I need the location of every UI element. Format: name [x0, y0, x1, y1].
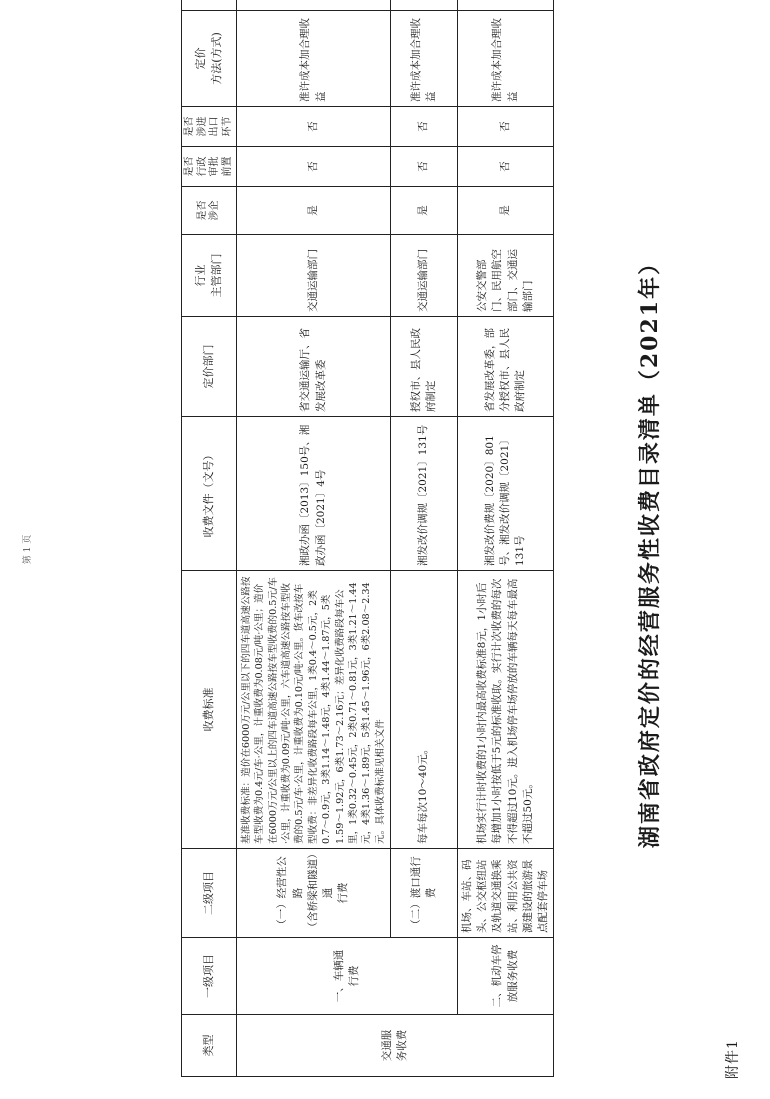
level2-cell: （二）渡口通行费: [391, 849, 458, 938]
pricing-dept-cell: 省交通运输厅、省发展改革委: [237, 317, 391, 417]
import-export-cell: 否: [458, 107, 554, 147]
table-row: [458, 0, 554, 1077]
document-cell: 湘发改价费规〔2020〕801号、湘发改价调规〔2021〕131号: [458, 417, 554, 571]
header-import-export: 是否 涉进 出口 环节: [182, 107, 237, 147]
header-category: 类型: [182, 1015, 237, 1077]
import-export-cell: 否: [237, 107, 391, 147]
industry-dept-cell: 交通运输部门: [237, 235, 391, 317]
header-industry-dept: 行业 主管部门: [182, 235, 237, 317]
pricing-method-cell: 准许成本加合理收益: [391, 11, 458, 107]
admin-approval-cell: 否: [237, 147, 391, 187]
admin-approval-cell: 否: [458, 147, 554, 187]
table-header-row: [182, 0, 237, 1077]
pricing-method-cell: 准许成本加合理收益: [237, 11, 391, 107]
table-row: [391, 0, 458, 1077]
header-enterprise-related: 是否 涉企: [182, 187, 237, 235]
pricing-dept-cell: 授权市、县人民政府制定: [391, 317, 458, 417]
table-row: [237, 0, 391, 1077]
header-pricing-method: 定价 方法(方式): [182, 11, 237, 107]
standard-cell: 基准收费标准：造价在6000万元/公里以下的四车道高速公路按车型收费为0.4元/车·公里，计重收费为0.08元/吨·公里；造价在6000万元/公里以上的四车道高速公路按车型收费的0.5元/车·公里，计重收费为0.09元/吨·公里，六车道高速公路按车型收费的0.5元/车·公里，计重收费为0.10元/吨·公里。货车改按车型收费：非差异化收费路段每车公里，1类0.4～0.5元，2类0.7～0.9元，3类1.14～1.48元，4类1.44～1.87元，5类1.59～1.92元，6类1.73～2.16元；差异化收费路段每车公里，1类0.32～0.45元，2类0.71～0.81元，3类1.21～1.44元，4类1.36～1.89元，5类1.45～1.96元，6类2.08～2.34元。具体收费标准见相关文件: [237, 571, 391, 849]
document-cell: 湘发改价调规〔2021〕131号: [391, 417, 458, 571]
import-export-cell: 否: [391, 107, 458, 147]
remarks-cell: [391, 0, 458, 11]
industry-dept-cell: 公安交警部门、民用航空部门、交通运输部门: [458, 235, 554, 317]
remarks-cell: [237, 0, 391, 11]
header-document: 收费文件（文号）: [182, 417, 237, 571]
remarks-cell: [458, 0, 554, 11]
enterprise-related-cell: 是: [237, 187, 391, 235]
enterprise-related-cell: 是: [458, 187, 554, 235]
page-number: 第 1 页: [23, 534, 33, 565]
category-cell: 交通服 务收费: [237, 1015, 554, 1077]
standard-cell: 机场实行计时收费的1小时内最高收费标准8元，1小时后每增加1小时按低于5元的标准收取。实行计次收费的每次不得超过10元。进入机场停车场停放的车辆每天每车最高不超过50元。: [458, 571, 554, 849]
level2-cell: （一）经营性公路 （含桥梁和隧道）通 行费: [237, 849, 391, 938]
standard-cell: 每车每次10～40元。: [391, 571, 458, 849]
document-title: 湖南省政府定价的经营服务性收费目录清单（2021年）: [637, 250, 663, 849]
header-standard: 收费标准: [182, 571, 237, 849]
admin-approval-cell: 否: [391, 147, 458, 187]
header-pricing-dept: 定价部门: [182, 317, 237, 417]
pricing-dept-cell: 省发展改革委，部分授权市、县人民政府制定: [458, 317, 554, 417]
enterprise-related-cell: 是: [391, 187, 458, 235]
document-cell: 湘政办函〔2013〕150号、湘政办函〔2021〕4号: [237, 417, 391, 571]
header-remarks: [182, 0, 237, 11]
header-level1: 一级项目: [182, 938, 237, 1015]
header-level2: 二级项目: [182, 849, 237, 938]
industry-dept-cell: 交通运输部门: [391, 235, 458, 317]
level1-cell: 一、车辆通 行费: [237, 938, 458, 1015]
level1-cell: 二、机动车停放服务收费: [458, 938, 554, 1015]
pricing-method-cell: 准许成本加合理收益: [458, 11, 554, 107]
level2-cell: 机场、车站、码头、公交枢纽站及轨道交通换乘站、利用公共资源建设的旅游景点配套停车场: [458, 849, 554, 938]
attachment-label: 附件1: [725, 1039, 741, 1079]
header-admin-approval: 是否 行政 审批 前置: [182, 147, 237, 187]
fee-catalog-table: [181, 0, 554, 1077]
